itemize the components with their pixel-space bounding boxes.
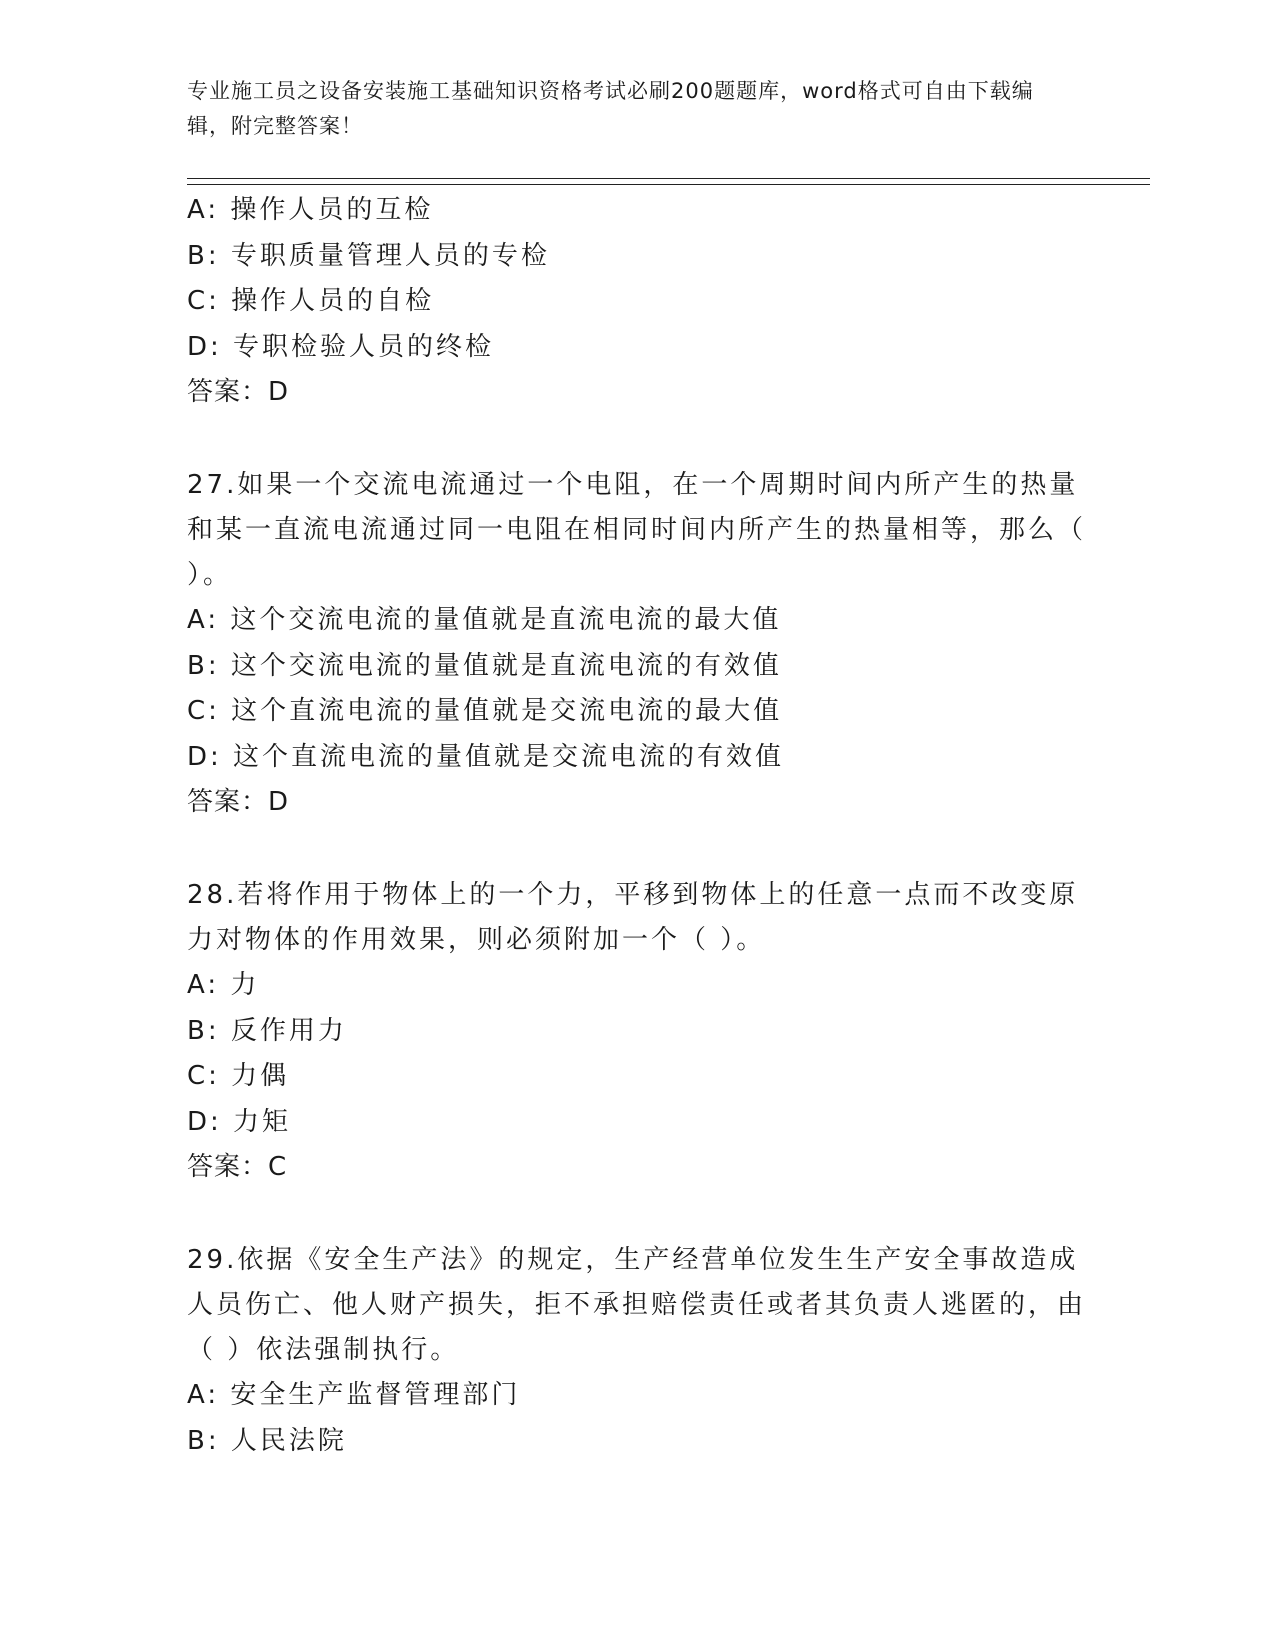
document-header-title: 专业施工员之设备安装施工基础知识资格考试必刷200题题库，word格式可自由下载编辑，附完整答案！ [187, 79, 1034, 138]
header-divider-bottom [187, 184, 1150, 185]
option-c: C: 这个直流电流的量值就是交流电流的最大值 [187, 696, 783, 726]
question-list [187, 188, 1087, 1464]
answer-line: 答案：D [187, 377, 290, 407]
option-a: A: 力 [187, 970, 260, 1000]
option-c: C: 力偶 [187, 1061, 290, 1091]
header-divider-top [187, 178, 1150, 179]
question-stem: 28.若将作用于物体上的一个力，平移到物体上的任意一点而不改变原力对物体的作用效果，则必须附加一个（ ）。 [187, 880, 1079, 955]
answer-line: 答案：D [187, 787, 290, 817]
option-a: A: 操作人员的互检 [187, 195, 434, 225]
question-26-continued [187, 188, 1087, 415]
answer-line: 答案：C [187, 1152, 288, 1182]
option-b: B: 反作用力 [187, 1015, 347, 1046]
option-a: A: 这个交流电流的量值就是直流电流的最大值 [187, 605, 782, 635]
question-28 [187, 873, 1087, 1190]
option-d: D: 力矩 [187, 1106, 292, 1137]
question-27 [187, 463, 1087, 825]
option-b: B: 这个交流电流的量值就是直流电流的有效值 [187, 650, 782, 681]
question-29 [187, 1238, 1087, 1464]
option-d: D: 这个直流电流的量值就是交流电流的有效值 [187, 741, 785, 772]
option-b: B: 人民法院 [187, 1425, 347, 1456]
option-d: D: 专职检验人员的终检 [187, 331, 495, 362]
question-stem: 27.如果一个交流电流通过一个电阻，在一个周期时间内所产生的热量和某一直流电流通过同一电阻在相同时间内所产生的热量相等，那么（ ）。 [187, 470, 1087, 590]
question-stem: 29.依据《安全生产法》的规定，生产经营单位发生生产安全事故造成人员伤亡、他人财产损失，拒不承担赔偿责任或者其负责人逃匿的，由（ ）依法强制执行。 [187, 1245, 1087, 1365]
option-c: C: 操作人员的自检 [187, 286, 435, 316]
option-b: B: 专职质量管理人员的专检 [187, 240, 550, 271]
option-a: A: 安全生产监督管理部门 [187, 1380, 521, 1410]
